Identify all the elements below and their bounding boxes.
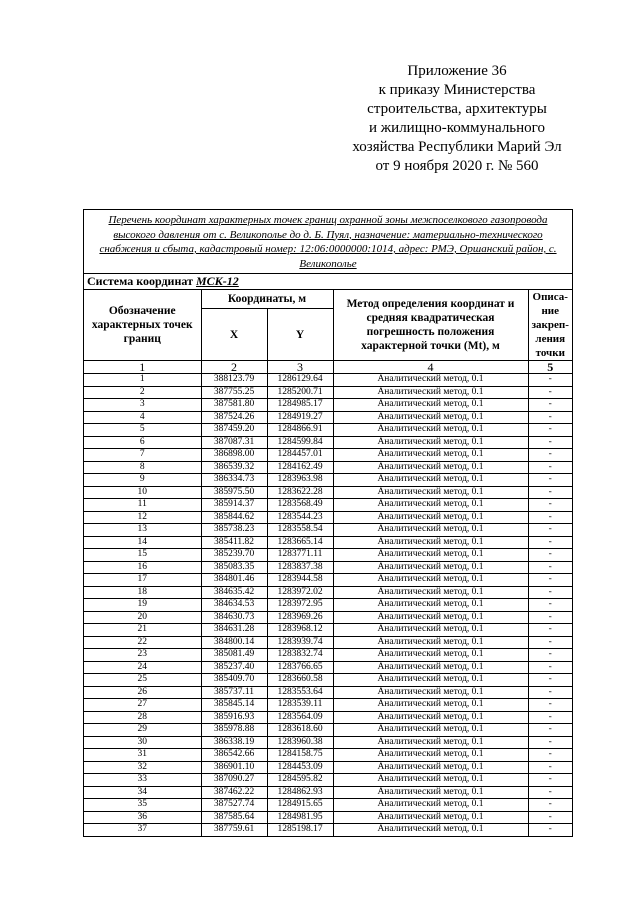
y-cell: 1284595.82 xyxy=(267,774,333,787)
method-cell: Аналитический метод, 0.1 xyxy=(333,736,528,749)
column-number: 2 xyxy=(201,361,267,374)
table-row xyxy=(84,561,572,574)
appendix-line: хозяйства Республики Марий Эл xyxy=(352,139,562,155)
point-number-cell: 30 xyxy=(84,736,201,749)
fix-cell: - xyxy=(528,499,572,512)
table-row xyxy=(84,761,572,774)
x-cell: 385978.88 xyxy=(201,724,267,737)
table-row xyxy=(84,774,572,787)
fix-cell: - xyxy=(528,549,572,562)
x-cell: 384800.14 xyxy=(201,636,267,649)
point-number-cell: 26 xyxy=(84,686,201,699)
table-row xyxy=(84,449,572,462)
fix-cell: - xyxy=(528,511,572,524)
method-cell: Аналитический метод, 0.1 xyxy=(333,474,528,487)
x-cell: 384631.28 xyxy=(201,624,267,637)
y-cell: 1283568.49 xyxy=(267,499,333,512)
y-cell: 1283963.98 xyxy=(267,474,333,487)
column-number: 4 xyxy=(333,361,528,374)
method-cell: Аналитический метод, 0.1 xyxy=(333,824,528,836)
fix-cell: - xyxy=(528,374,572,387)
method-cell: Аналитический метод, 0.1 xyxy=(333,686,528,699)
point-number-cell: 7 xyxy=(84,449,201,462)
method-cell: Аналитический метод, 0.1 xyxy=(333,374,528,387)
y-cell: 1283944.58 xyxy=(267,574,333,587)
y-cell: 1283969.26 xyxy=(267,611,333,624)
fix-cell: - xyxy=(528,436,572,449)
point-number-cell: 32 xyxy=(84,761,201,774)
method-cell: Аналитический метод, 0.1 xyxy=(333,811,528,824)
method-cell: Аналитический метод, 0.1 xyxy=(333,761,528,774)
x-cell: 387459.20 xyxy=(201,424,267,437)
fix-cell: - xyxy=(528,599,572,612)
table-row xyxy=(84,699,572,712)
x-cell: 384634.53 xyxy=(201,599,267,612)
fix-cell: - xyxy=(528,686,572,699)
x-cell: 387581.80 xyxy=(201,399,267,412)
point-number-cell: 20 xyxy=(84,611,201,624)
point-number-cell: 6 xyxy=(84,436,201,449)
point-number-cell: 13 xyxy=(84,524,201,537)
point-number-cell: 23 xyxy=(84,649,201,662)
method-cell: Аналитический метод, 0.1 xyxy=(333,449,528,462)
table-row xyxy=(84,599,572,612)
fix-cell: - xyxy=(528,736,572,749)
y-cell: 1283972.02 xyxy=(267,586,333,599)
point-number-cell: 17 xyxy=(84,574,201,587)
method-cell: Аналитический метод, 0.1 xyxy=(333,799,528,812)
point-number-cell: 16 xyxy=(84,561,201,574)
method-cell: Аналитический метод, 0.1 xyxy=(333,549,528,562)
method-cell: Аналитический метод, 0.1 xyxy=(333,499,528,512)
method-cell: Аналитический метод, 0.1 xyxy=(333,599,528,612)
fix-cell: - xyxy=(528,674,572,687)
y-cell: 1283968.12 xyxy=(267,624,333,637)
table-row xyxy=(84,724,572,737)
y-cell: 1283832.74 xyxy=(267,649,333,662)
coords-header: Координаты, м xyxy=(201,290,333,309)
table-row xyxy=(84,411,572,424)
y-cell: 1284599.84 xyxy=(267,436,333,449)
table-row xyxy=(84,399,572,412)
x-cell: 387524.26 xyxy=(201,411,267,424)
fix-cell: - xyxy=(528,474,572,487)
y-cell: 1283960.38 xyxy=(267,736,333,749)
y-cell: 1283553.64 xyxy=(267,686,333,699)
point-number-cell: 19 xyxy=(84,599,201,612)
x-cell: 387527.74 xyxy=(201,799,267,812)
table-row xyxy=(84,686,572,699)
point-number-cell: 1 xyxy=(84,374,201,387)
coordinate-system-row xyxy=(84,274,572,290)
x-cell: 384801.46 xyxy=(201,574,267,587)
fix-cell: - xyxy=(528,711,572,724)
y-cell: 1283665.14 xyxy=(267,536,333,549)
fix-cell: - xyxy=(528,486,572,499)
x-cell: 385081.49 xyxy=(201,649,267,662)
method-cell: Аналитический метод, 0.1 xyxy=(333,586,528,599)
y-cell: 1283539.11 xyxy=(267,699,333,712)
x-cell: 387090.27 xyxy=(201,774,267,787)
fix-cell: - xyxy=(528,761,572,774)
table-row xyxy=(84,786,572,799)
point-number-cell: 35 xyxy=(84,799,201,812)
appendix-line: к приказу Министерства xyxy=(378,82,536,98)
fix-cell: - xyxy=(528,811,572,824)
y-cell: 1283544.23 xyxy=(267,511,333,524)
table-row xyxy=(84,461,572,474)
table-row xyxy=(84,611,572,624)
y-cell: 1283618.60 xyxy=(267,724,333,737)
x-cell: 385237.40 xyxy=(201,661,267,674)
point-number-cell: 2 xyxy=(84,386,201,399)
x-cell: 388123.79 xyxy=(201,374,267,387)
y-cell: 1285198.17 xyxy=(267,824,333,836)
x-cell: 387755.25 xyxy=(201,386,267,399)
table-row xyxy=(84,624,572,637)
coordinate-system-label: Система координат xyxy=(87,274,193,288)
table-row xyxy=(84,711,572,724)
point-number-cell: 11 xyxy=(84,499,201,512)
x-cell: 385916.93 xyxy=(201,711,267,724)
point-number-cell: 37 xyxy=(84,824,201,836)
point-number-cell: 18 xyxy=(84,586,201,599)
table-row xyxy=(84,536,572,549)
y-cell: 1284919.27 xyxy=(267,411,333,424)
fix-cell: - xyxy=(528,524,572,537)
fix-cell: - xyxy=(528,624,572,637)
y-cell: 1286129.64 xyxy=(267,374,333,387)
column-number: 5 xyxy=(528,361,572,374)
x-cell: 386334.73 xyxy=(201,474,267,487)
fix-cell: - xyxy=(528,611,572,624)
y-header: Y xyxy=(267,309,333,361)
method-cell: Аналитический метод, 0.1 xyxy=(333,511,528,524)
point-number-cell: 8 xyxy=(84,461,201,474)
fix-cell: - xyxy=(528,786,572,799)
method-cell: Аналитический метод, 0.1 xyxy=(333,699,528,712)
fix-cell: - xyxy=(528,636,572,649)
table-row xyxy=(84,674,572,687)
y-cell: 1284985.17 xyxy=(267,399,333,412)
appendix-header xyxy=(340,62,574,176)
method-cell: Аналитический метод, 0.1 xyxy=(333,561,528,574)
y-cell: 1284915.65 xyxy=(267,799,333,812)
x-cell: 387087.31 xyxy=(201,436,267,449)
fix-cell: - xyxy=(528,411,572,424)
table-row xyxy=(84,586,572,599)
appendix-line: строительства, архитектуры xyxy=(367,101,547,117)
x-cell: 384635.42 xyxy=(201,586,267,599)
y-cell: 1283766.65 xyxy=(267,661,333,674)
x-cell: 384630.73 xyxy=(201,611,267,624)
point-number-cell: 27 xyxy=(84,699,201,712)
x-cell: 385844.62 xyxy=(201,511,267,524)
y-cell: 1284162.49 xyxy=(267,461,333,474)
method-cell: Аналитический метод, 0.1 xyxy=(333,649,528,662)
x-cell: 385083.35 xyxy=(201,561,267,574)
table-row xyxy=(84,636,572,649)
method-cell: Аналитический метод, 0.1 xyxy=(333,774,528,787)
method-cell: Аналитический метод, 0.1 xyxy=(333,574,528,587)
fix-cell: - xyxy=(528,661,572,674)
point-header: Обозначение характерных точек границ xyxy=(84,290,201,361)
point-number-cell: 34 xyxy=(84,786,201,799)
x-header: X xyxy=(201,309,267,361)
y-cell: 1285200.71 xyxy=(267,386,333,399)
point-number-cell: 21 xyxy=(84,624,201,637)
fix-cell: - xyxy=(528,424,572,437)
point-number-cell: 12 xyxy=(84,511,201,524)
appendix-line: и жилищно-коммунального xyxy=(369,120,545,136)
x-cell: 386338.19 xyxy=(201,736,267,749)
fix-cell: - xyxy=(528,586,572,599)
y-cell: 1283558.54 xyxy=(267,524,333,537)
appendix-line: Приложение 36 xyxy=(407,63,507,79)
y-cell: 1284862.93 xyxy=(267,786,333,799)
x-cell: 386542.66 xyxy=(201,749,267,762)
method-cell: Аналитический метод, 0.1 xyxy=(333,411,528,424)
point-number-cell: 14 xyxy=(84,536,201,549)
fix-cell: - xyxy=(528,386,572,399)
method-cell: Аналитический метод, 0.1 xyxy=(333,674,528,687)
method-cell: Аналитический метод, 0.1 xyxy=(333,786,528,799)
x-cell: 385975.50 xyxy=(201,486,267,499)
fix-cell: - xyxy=(528,774,572,787)
point-number-cell: 25 xyxy=(84,674,201,687)
method-cell: Аналитический метод, 0.1 xyxy=(333,399,528,412)
method-cell: Аналитический метод, 0.1 xyxy=(333,486,528,499)
y-cell: 1284981.95 xyxy=(267,811,333,824)
y-cell: 1283972.95 xyxy=(267,599,333,612)
method-cell: Аналитический метод, 0.1 xyxy=(333,386,528,399)
fix-cell: - xyxy=(528,699,572,712)
table-row xyxy=(84,499,572,512)
fix-cell: - xyxy=(528,749,572,762)
table-row xyxy=(84,574,572,587)
table-row xyxy=(84,436,572,449)
point-number-cell: 10 xyxy=(84,486,201,499)
point-number-cell: 29 xyxy=(84,724,201,737)
method-cell: Аналитический метод, 0.1 xyxy=(333,611,528,624)
method-cell: Аналитический метод, 0.1 xyxy=(333,536,528,549)
method-cell: Аналитический метод, 0.1 xyxy=(333,711,528,724)
x-cell: 385239.70 xyxy=(201,549,267,562)
point-number-cell: 31 xyxy=(84,749,201,762)
table-row xyxy=(84,824,572,836)
fix-cell: - xyxy=(528,799,572,812)
coordinates-body xyxy=(84,374,572,836)
fix-header: Описа-ние закреп-ления точки xyxy=(528,290,572,361)
table-caption: Перечень координат характерных точек границ охранной зоны межпоселкового газопровода высокого давления от с. Великополье до д. Б. Пуял, назначение: материально-технического снабжения и сбыта, кадастровый номер: 12:06:0000000:1014, адрес: РМЭ, Оршанский район, с. Великополье xyxy=(84,210,572,274)
method-cell: Аналитический метод, 0.1 xyxy=(333,524,528,537)
table-row xyxy=(84,749,572,762)
x-cell: 385737.11 xyxy=(201,686,267,699)
point-number-cell: 15 xyxy=(84,549,201,562)
table-row xyxy=(84,524,572,537)
y-cell: 1284457.01 xyxy=(267,449,333,462)
fix-cell: - xyxy=(528,561,572,574)
method-cell: Аналитический метод, 0.1 xyxy=(333,461,528,474)
point-number-cell: 9 xyxy=(84,474,201,487)
table-row xyxy=(84,799,572,812)
x-cell: 385738.23 xyxy=(201,524,267,537)
x-cell: 385845.14 xyxy=(201,699,267,712)
x-cell: 387585.64 xyxy=(201,811,267,824)
method-cell: Аналитический метод, 0.1 xyxy=(333,424,528,437)
x-cell: 386539.32 xyxy=(201,461,267,474)
method-cell: Аналитический метод, 0.1 xyxy=(333,661,528,674)
table-row xyxy=(84,486,572,499)
fix-cell: - xyxy=(528,824,572,836)
table-row xyxy=(84,661,572,674)
x-cell: 385914.37 xyxy=(201,499,267,512)
table-row xyxy=(84,549,572,562)
table-row xyxy=(84,474,572,487)
point-number-cell: 24 xyxy=(84,661,201,674)
method-cell: Аналитический метод, 0.1 xyxy=(333,436,528,449)
column-number: 1 xyxy=(84,361,201,374)
table-row xyxy=(84,424,572,437)
coordinates-frame xyxy=(83,209,573,837)
coordinates-table xyxy=(84,290,572,836)
table-row xyxy=(84,811,572,824)
y-cell: 1284158.75 xyxy=(267,749,333,762)
table-row xyxy=(84,511,572,524)
appendix-line: от 9 ноября 2020 г. № 560 xyxy=(375,158,539,174)
method-cell: Аналитический метод, 0.1 xyxy=(333,624,528,637)
coordinate-system-name: МСК-12 xyxy=(195,274,239,288)
fix-cell: - xyxy=(528,536,572,549)
point-number-cell: 28 xyxy=(84,711,201,724)
x-cell: 387462.22 xyxy=(201,786,267,799)
point-number-cell: 36 xyxy=(84,811,201,824)
y-cell: 1284453.09 xyxy=(267,761,333,774)
y-cell: 1284866.91 xyxy=(267,424,333,437)
x-cell: 386898.00 xyxy=(201,449,267,462)
method-cell: Аналитический метод, 0.1 xyxy=(333,749,528,762)
method-cell: Аналитический метод, 0.1 xyxy=(333,724,528,737)
y-cell: 1283939.74 xyxy=(267,636,333,649)
table-row xyxy=(84,736,572,749)
fix-cell: - xyxy=(528,574,572,587)
y-cell: 1283564.09 xyxy=(267,711,333,724)
fix-cell: - xyxy=(528,649,572,662)
point-number-cell: 33 xyxy=(84,774,201,787)
point-number-cell: 4 xyxy=(84,411,201,424)
point-number-cell: 22 xyxy=(84,636,201,649)
fix-cell: - xyxy=(528,449,572,462)
point-number-cell: 5 xyxy=(84,424,201,437)
y-cell: 1283837.38 xyxy=(267,561,333,574)
fix-cell: - xyxy=(528,399,572,412)
x-cell: 387759.61 xyxy=(201,824,267,836)
fix-cell: - xyxy=(528,461,572,474)
method-header: Метод определения координат и средняя квадратическая погрешность положения характерной точки (Mt), м xyxy=(333,290,528,361)
fix-cell: - xyxy=(528,724,572,737)
y-cell: 1283660.58 xyxy=(267,674,333,687)
column-number: 3 xyxy=(267,361,333,374)
x-cell: 385409.70 xyxy=(201,674,267,687)
table-row xyxy=(84,386,572,399)
table-row xyxy=(84,649,572,662)
y-cell: 1283771.11 xyxy=(267,549,333,562)
point-number-cell: 3 xyxy=(84,399,201,412)
method-cell: Аналитический метод, 0.1 xyxy=(333,636,528,649)
x-cell: 385411.82 xyxy=(201,536,267,549)
y-cell: 1283622.28 xyxy=(267,486,333,499)
x-cell: 386901.10 xyxy=(201,761,267,774)
table-row xyxy=(84,374,572,387)
